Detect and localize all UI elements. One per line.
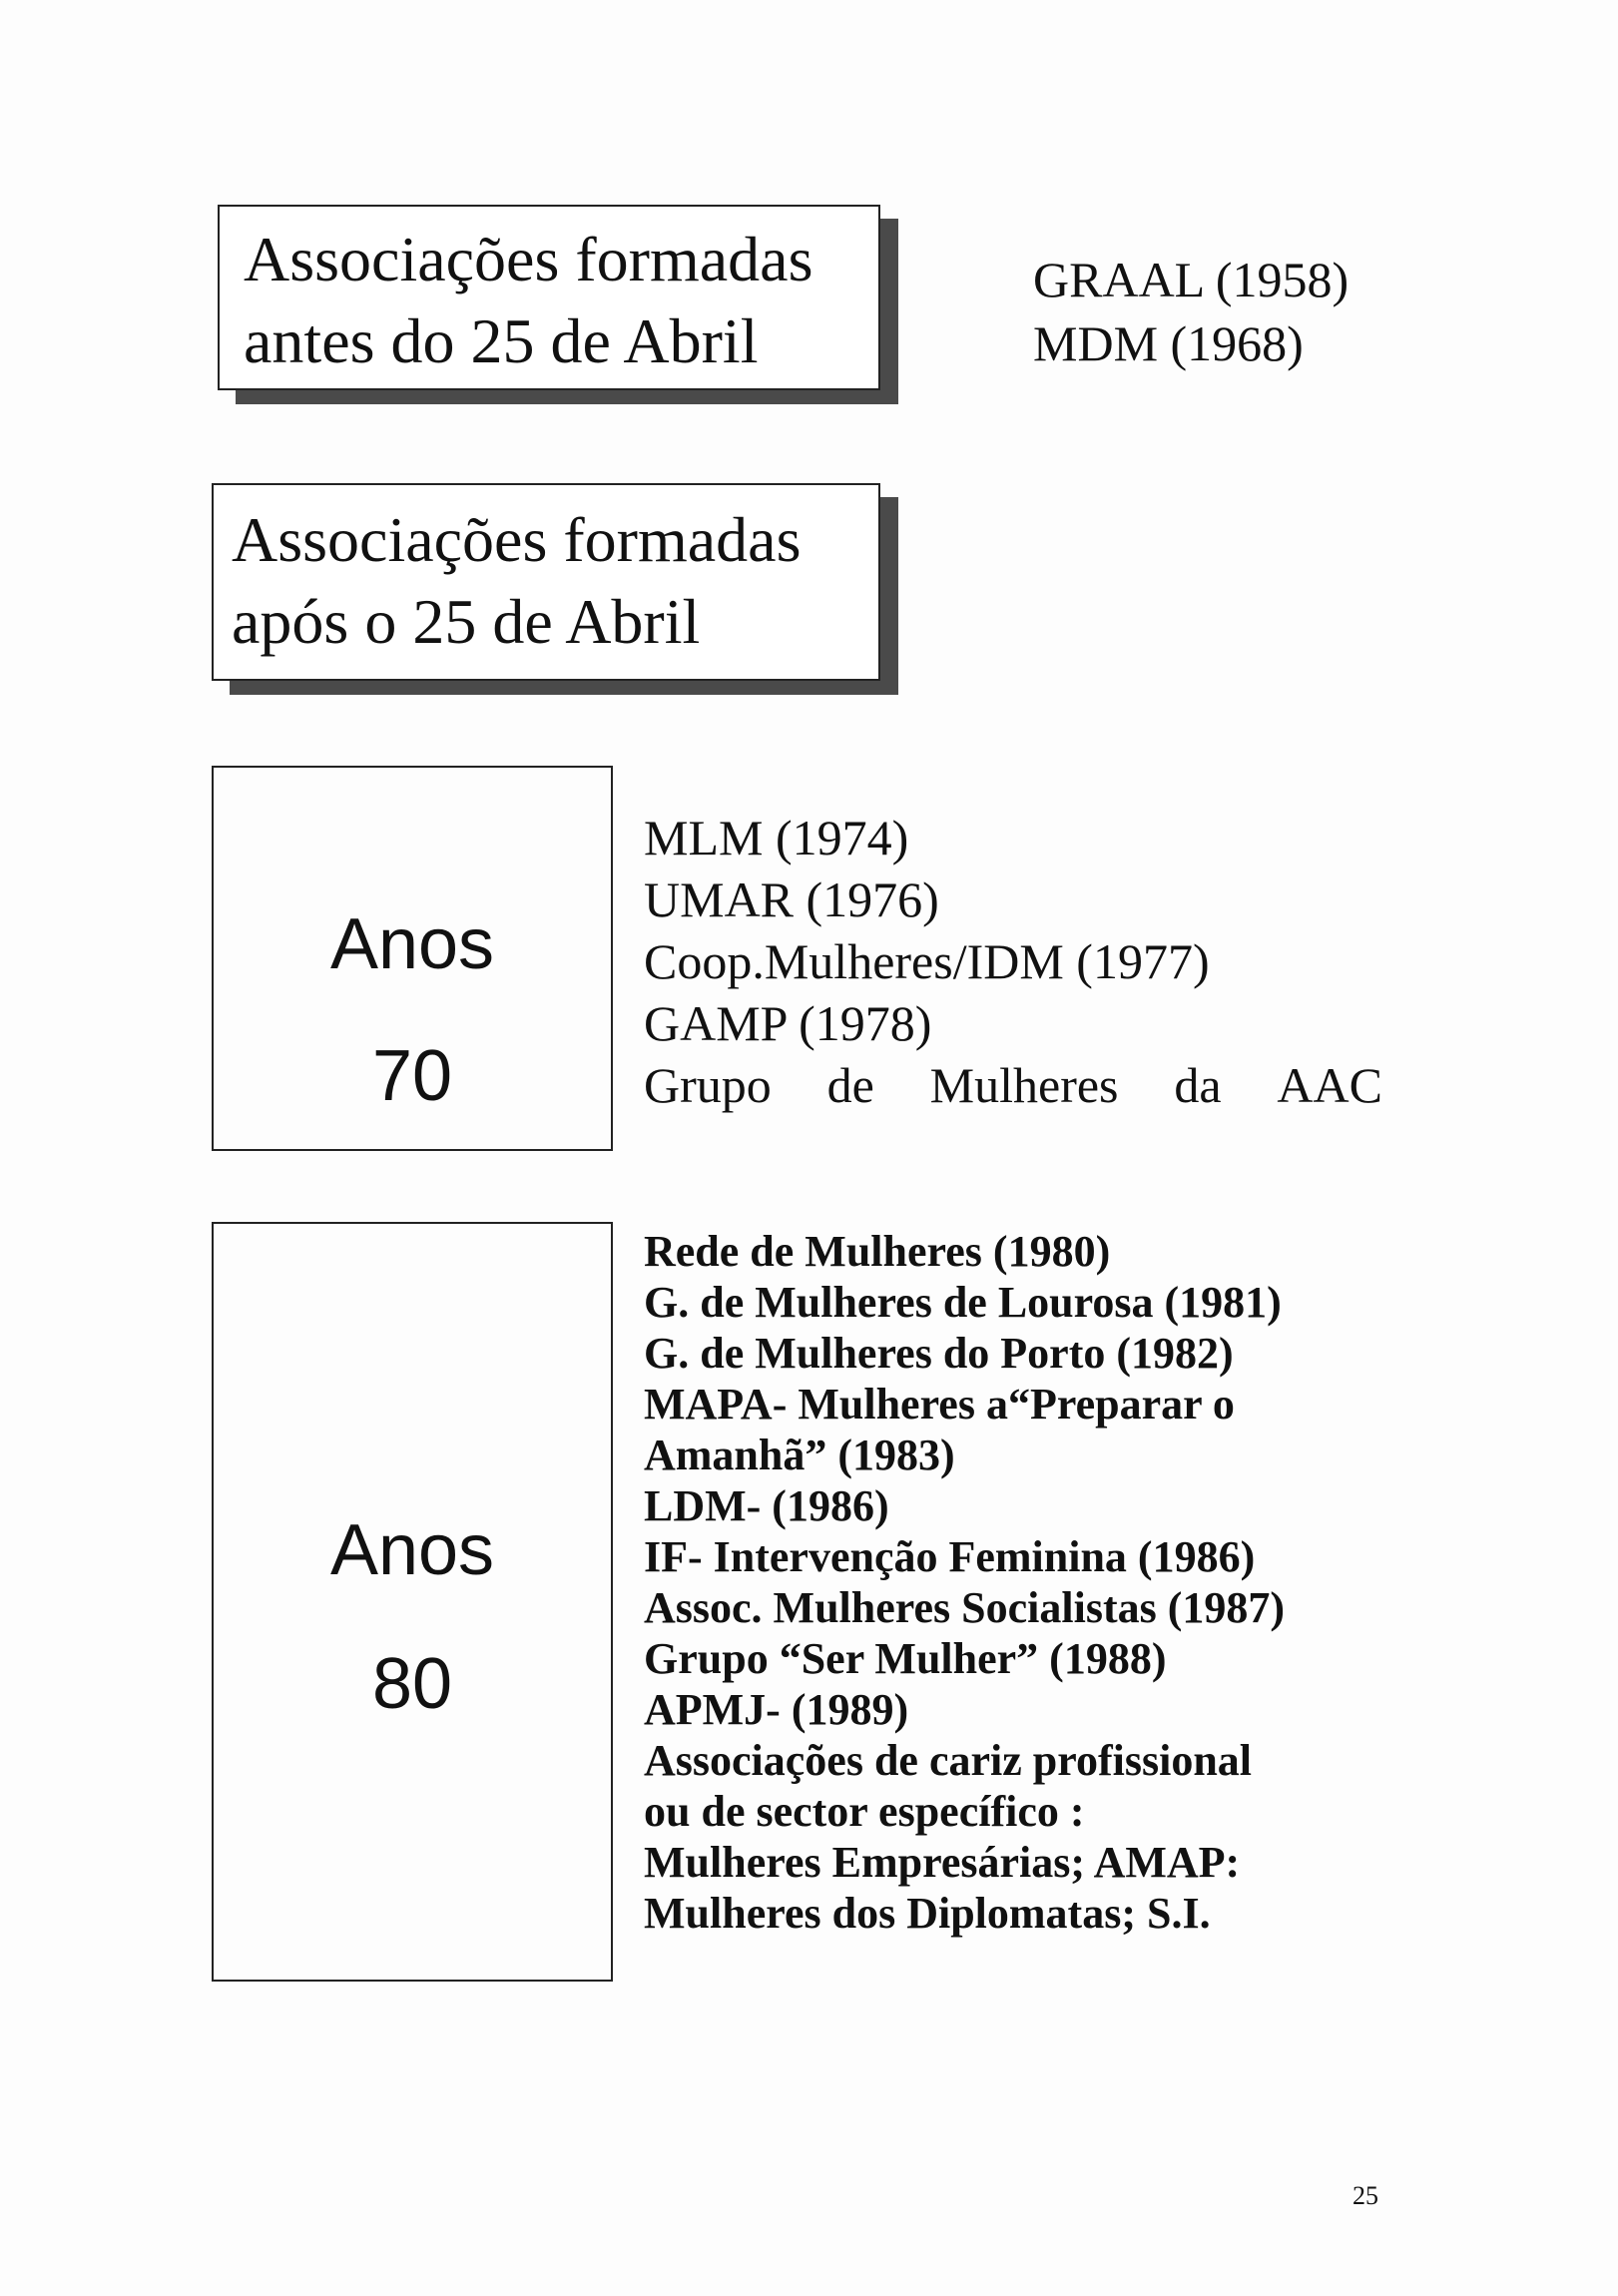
after-heading-line-2: após o 25 de Abril — [232, 586, 701, 657]
before-list-item: GRAAL (1958) — [1033, 252, 1349, 307]
list-item: Assoc. Mulheres Socialistas (1987) — [644, 1583, 1286, 1632]
list-item: LDM- (1986) — [644, 1481, 889, 1530]
decade-80-list — [644, 1226, 1285, 1939]
justified-word: Mulheres — [929, 1057, 1119, 1113]
list-item: APMJ- (1989) — [644, 1685, 909, 1734]
before-list-item: MDM (1968) — [1033, 315, 1304, 371]
list-item-justified — [644, 1054, 1382, 1116]
justified-word: da — [1174, 1057, 1222, 1113]
after-heading-line-1: Associações formadas — [232, 504, 802, 575]
decade-70-number: 70 — [371, 1036, 453, 1116]
list-item: Mulheres dos Diplomatas; S.I. — [644, 1889, 1211, 1938]
list-item: Grupo “Ser Mulher” (1988) — [644, 1634, 1167, 1683]
list-item: Amanhã” (1983) — [644, 1431, 955, 1479]
list-item: MAPA- Mulheres a“Preparar o — [644, 1380, 1235, 1429]
after-april-heading-box — [212, 483, 880, 681]
list-item: G. de Mulheres de Lourosa (1981) — [644, 1278, 1282, 1327]
list-item: Coop.Mulheres/IDM (1977) — [644, 933, 1210, 989]
page-number: 25 — [1352, 2181, 1378, 2210]
list-item: UMAR (1976) — [644, 871, 939, 927]
decade-70-box — [212, 766, 613, 1151]
decade-70-word: Anos — [329, 904, 495, 984]
justified-word: de — [826, 1057, 874, 1113]
list-item: Rede de Mulheres (1980) — [644, 1227, 1111, 1276]
justified-word: Grupo — [644, 1057, 772, 1113]
decade-70-list — [644, 807, 1382, 1116]
list-item: IF- Intervenção Feminina (1986) — [644, 1532, 1256, 1581]
before-april-heading-box — [218, 205, 880, 390]
before-heading-line-2: antes do 25 de Abril — [244, 305, 759, 376]
list-item: ou de sector específico : — [644, 1787, 1085, 1836]
list-item: MLM (1974) — [644, 810, 909, 865]
list-item: GAMP (1978) — [644, 995, 932, 1051]
list-item: G. de Mulheres do Porto (1982) — [644, 1329, 1234, 1378]
decade-80-number: 80 — [371, 1644, 453, 1724]
list-item: Associações de cariz profissional — [644, 1736, 1253, 1785]
before-heading-line-1: Associações formadas — [244, 224, 813, 294]
list-item: Mulheres Empresárias; AMAP: — [644, 1838, 1241, 1887]
decade-80-word: Anos — [329, 1510, 495, 1590]
justified-word: AAC — [1277, 1057, 1382, 1113]
before-april-list — [1033, 248, 1348, 375]
decade-80-box — [212, 1222, 613, 1982]
